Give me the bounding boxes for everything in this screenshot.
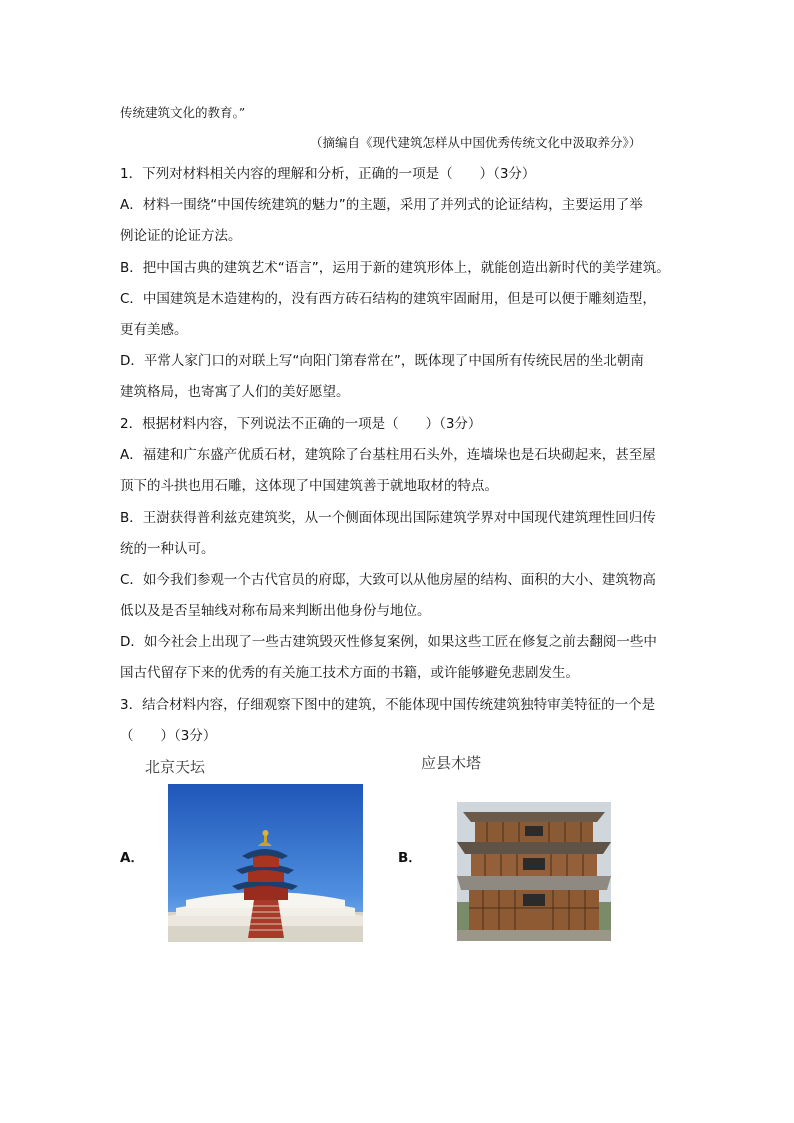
q1-option-a-line1: A．材料一围绕“中国传统建筑的魅力”的主题，采用了并列式的论证结构，主要运用了举 xyxy=(120,197,643,213)
q3-stem-line1: 3．结合材料内容，仔细观察下图中的建筑，不能体现中国传统建筑独特审美特征的一个是 xyxy=(120,697,656,713)
option-b-label: B． xyxy=(398,850,422,866)
q1-option-d-line2: 建筑格局，也寄寓了人们的美好愿望。 xyxy=(120,384,350,400)
q1-option-a-line2: 例论证的论证方法。 xyxy=(120,228,242,244)
q2-option-c-line2: 低以及是否呈轴线对称布局来判断出他身份与地位。 xyxy=(120,603,431,619)
q1-option-b-line1: B．把中国古典的建筑艺术“语言”，运用于新的建筑形体上，就能创造出新时代的美学建筑。 xyxy=(120,260,670,276)
q2-option-d-line1: D．如今社会上出现了一些古建筑毁灭性修复案例，如果这些工匠在修复之前去翻阅一些中 xyxy=(120,634,657,650)
q1-option-d-line1: D．平常人家门口的对联上写“向阳门第春常在”，既体现了中国所有传统民居的坐北朝南 xyxy=(120,353,644,369)
q2-option-d-line2: 国古代留存下来的优秀的有关施工技术方面的书籍，或许能够避免悲剧发生。 xyxy=(120,665,579,681)
caption-yingxian-pagoda: 应县木塔 xyxy=(421,754,482,772)
yingxian-pagoda-photo xyxy=(457,802,611,941)
q2-option-a-line2: 顶下的斗拱也用石雕，这体现了中国建筑善于就地取材的特点。 xyxy=(120,478,498,494)
q2-option-a-line1: A．福建和广东盛产优质石材，建筑除了台基柱用石头外，连墙垛也是石块砌起来，甚至屋 xyxy=(120,447,656,463)
q1-stem: 1．下列对材料相关内容的理解和分析，正确的一项是（ ）（3分） xyxy=(120,166,536,182)
caption-temple-of-heaven: 北京天坛 xyxy=(145,758,206,776)
q1-option-c-line2: 更有美感。 xyxy=(120,322,188,338)
option-a-label: A． xyxy=(120,850,144,866)
q2-stem: 2．根据材料内容，下列说法不正确的一项是（ ）（3分） xyxy=(120,416,482,432)
q2-option-c-line1: C．如今我们参观一个古代官员的府邸，大致可以从他房屋的结构、面积的大小、建筑物高 xyxy=(120,572,656,588)
source-citation: （摘编自《现代建筑怎样从中国优秀传统文化中汲取养分》） xyxy=(310,135,642,150)
q3-stem-line2: （ ）（3分） xyxy=(120,728,217,744)
intro-ending: 传统建筑文化的教育。” xyxy=(120,105,246,120)
q2-option-b-line2: 统的一种认可。 xyxy=(120,541,215,557)
temple-of-heaven-photo xyxy=(168,784,363,942)
q2-option-b-line1: B．王澍获得普利兹克建筑奖，从一个侧面体现出国际建筑学界对中国现代建筑理性回归传 xyxy=(120,510,656,526)
q1-option-c-line1: C．中国建筑是木造建构的，没有西方砖石结构的建筑牢固耐用，但是可以便于雕刻造型， xyxy=(120,291,656,307)
